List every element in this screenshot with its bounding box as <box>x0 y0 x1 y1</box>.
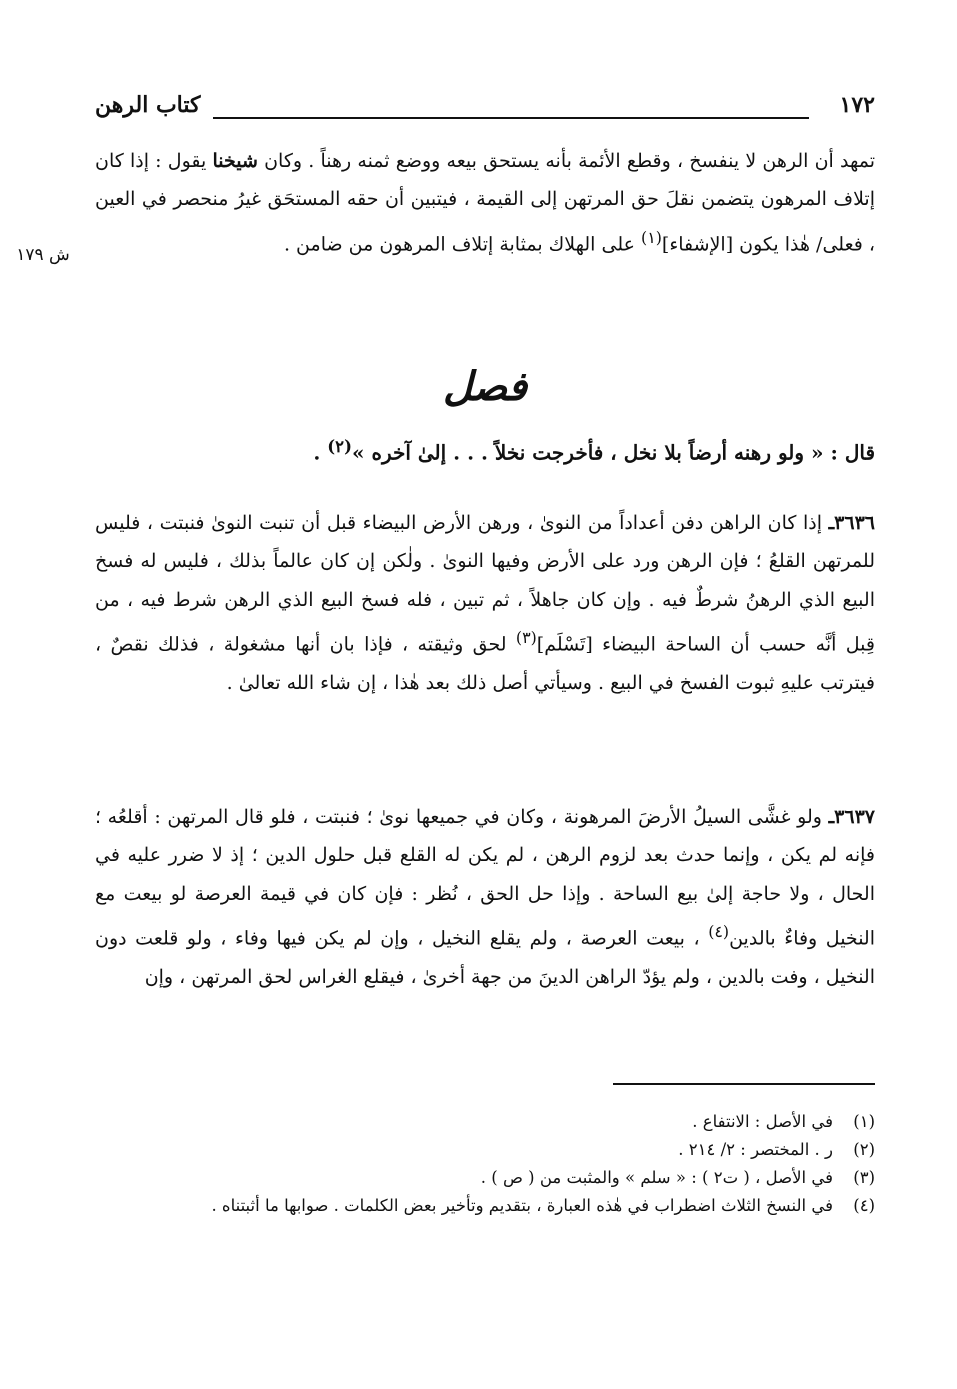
paragraph-number-3636: ٣٦٣٦ـ <box>828 512 875 534</box>
footnotes <box>95 1108 875 1220</box>
paragraph-3637 <box>95 798 875 996</box>
footnote-text: ر . المختصر : ٢/ ٢١٤ . <box>678 1140 833 1159</box>
page-header <box>95 92 875 128</box>
paragraph-3637-text-a: ولو غشَّى السيلُ الأرضَ المرهونة ، وكان في جميعها نوىٰ ؛ فنبتت ، فلو قال المرتهن : أقلعُه ؛ فإنه لم يكن ، وإنما حدث بعد لزوم الرهن ، لم يكن له القلع قبل حلول الدين ؛ إذ لا ضرر عليه في الحال ، ولا حاجة إلىٰ بيع الساحة . وإذا حل الحق ، نُظر : فإن كان في قيمة العرصة لو بيعت مع النخيل وفاءٌ بالدين <box>95 806 875 950</box>
footnote-ref-3: (٣) <box>515 627 537 647</box>
paragraph-1-text-b: يقول : إذا كان إتلاف المرهون يتضمن نقلَ حق المرتهن إلى القيمة ، فيتبين أن حقه المستحَق غيرُ منحصر في العين ، فعلى/ هٰذا يكون [الإشفاء] <box>95 150 875 255</box>
book-title: كتاب الرهن <box>95 92 201 118</box>
footnote-number: (١) <box>853 1112 875 1131</box>
paragraph-3636 <box>95 504 875 702</box>
qala-end: . <box>313 440 328 465</box>
paragraph-3637-text-b: ، بيعت العرصة ، ولم يقلع النخيل ، وإن لم يكن فيها وفاء ، ولو قلعت دون النخيل ، وفت بالدين ، ولم يؤدّ الراهن الدينَ من جهة أخرىٰ ، فيقلع الغراس لحق المرتهن ، وإن <box>95 927 875 988</box>
footnote-ref-4: (٤) <box>708 921 730 941</box>
section-ornament-title: فصل <box>442 363 528 410</box>
paragraph-3636-text-a: إذا كان الراهن دفن أعداداً من النوىٰ ، ورهن الأرض البيضاء قبل أن تنبت النوىٰ فنبتت ، فليس للمرتهن القلعُ ؛ فإن الرهن ورد على الأرض وفيها النوىٰ . ولٰكن إن كان عالماً بذلك ، فليس له فسخ البيع الذي الرهنُ شرطٌ فيه . وإن كان جاهلاً ، ثم تبين ، فله فسخ البيع الذي الرهن شرط فيه ، من قِبل أنَّه حسب أن الساحة البيضاء [تَسْلَم] <box>95 512 875 656</box>
qala-heading <box>95 436 875 465</box>
footnote-number: (٣) <box>853 1168 875 1187</box>
qala-text: قال : « ولو رهنه أرضاً بلا نخل ، فأخرجت نخلاً . . . إلىٰ آخره » <box>352 440 875 465</box>
margin-note: ش ١٧٩ <box>16 245 70 265</box>
page-number: ١٧٢ <box>839 92 875 118</box>
footnote-number: (٤) <box>853 1196 875 1215</box>
footnote-ref-2: (٢) <box>327 436 352 456</box>
footnote <box>95 1164 875 1192</box>
paragraph-1-text-a: تمهد أن الرهن لا ينفسخ ، وقطع الأئمة بأنه يستحق بيعه ووضع ثمنه رهناً . وكان <box>257 150 875 172</box>
footnote-separator <box>613 1083 875 1085</box>
paragraph-number-3637: ٣٦٣٧ـ <box>828 806 875 828</box>
footnote-text: في الأصل ، ( ت٢ ) : « سلم » والمثبت من ( ص ) . <box>480 1168 833 1187</box>
paragraph-3636-text-b: لحق وثيقته ، فإذا بان أنها مشغولة ، فذلك نقصٌ ، فيترتب عليهِ ثبوت الفسخ في البيع . وسيأتي أصل ذلك بعد هٰذا ، إن شاء الله تعالىٰ . <box>95 633 875 694</box>
header-rule <box>213 117 809 119</box>
footnote <box>95 1108 875 1136</box>
footnote-number: (٢) <box>853 1140 875 1159</box>
paragraph-1-text-c: على الهلاك بمثابة إتلاف المرهون من ضامن . <box>283 232 642 255</box>
book-page <box>16 78 875 1368</box>
footnote-text: في النسخ الثلاث اضطراب في هٰذه العبارة ، بتقديم وتأخير بعض الكلمات . صوابها ما أثبتناه . <box>211 1196 833 1215</box>
shaykhuna-word: شيخنا <box>212 150 258 172</box>
paragraph-1 <box>95 142 875 263</box>
footnote-text: في الأصل : الانتفاع . <box>692 1112 833 1131</box>
footnote <box>95 1136 875 1164</box>
footnote-ref-1: (١) <box>641 227 662 247</box>
footnote <box>95 1192 875 1220</box>
